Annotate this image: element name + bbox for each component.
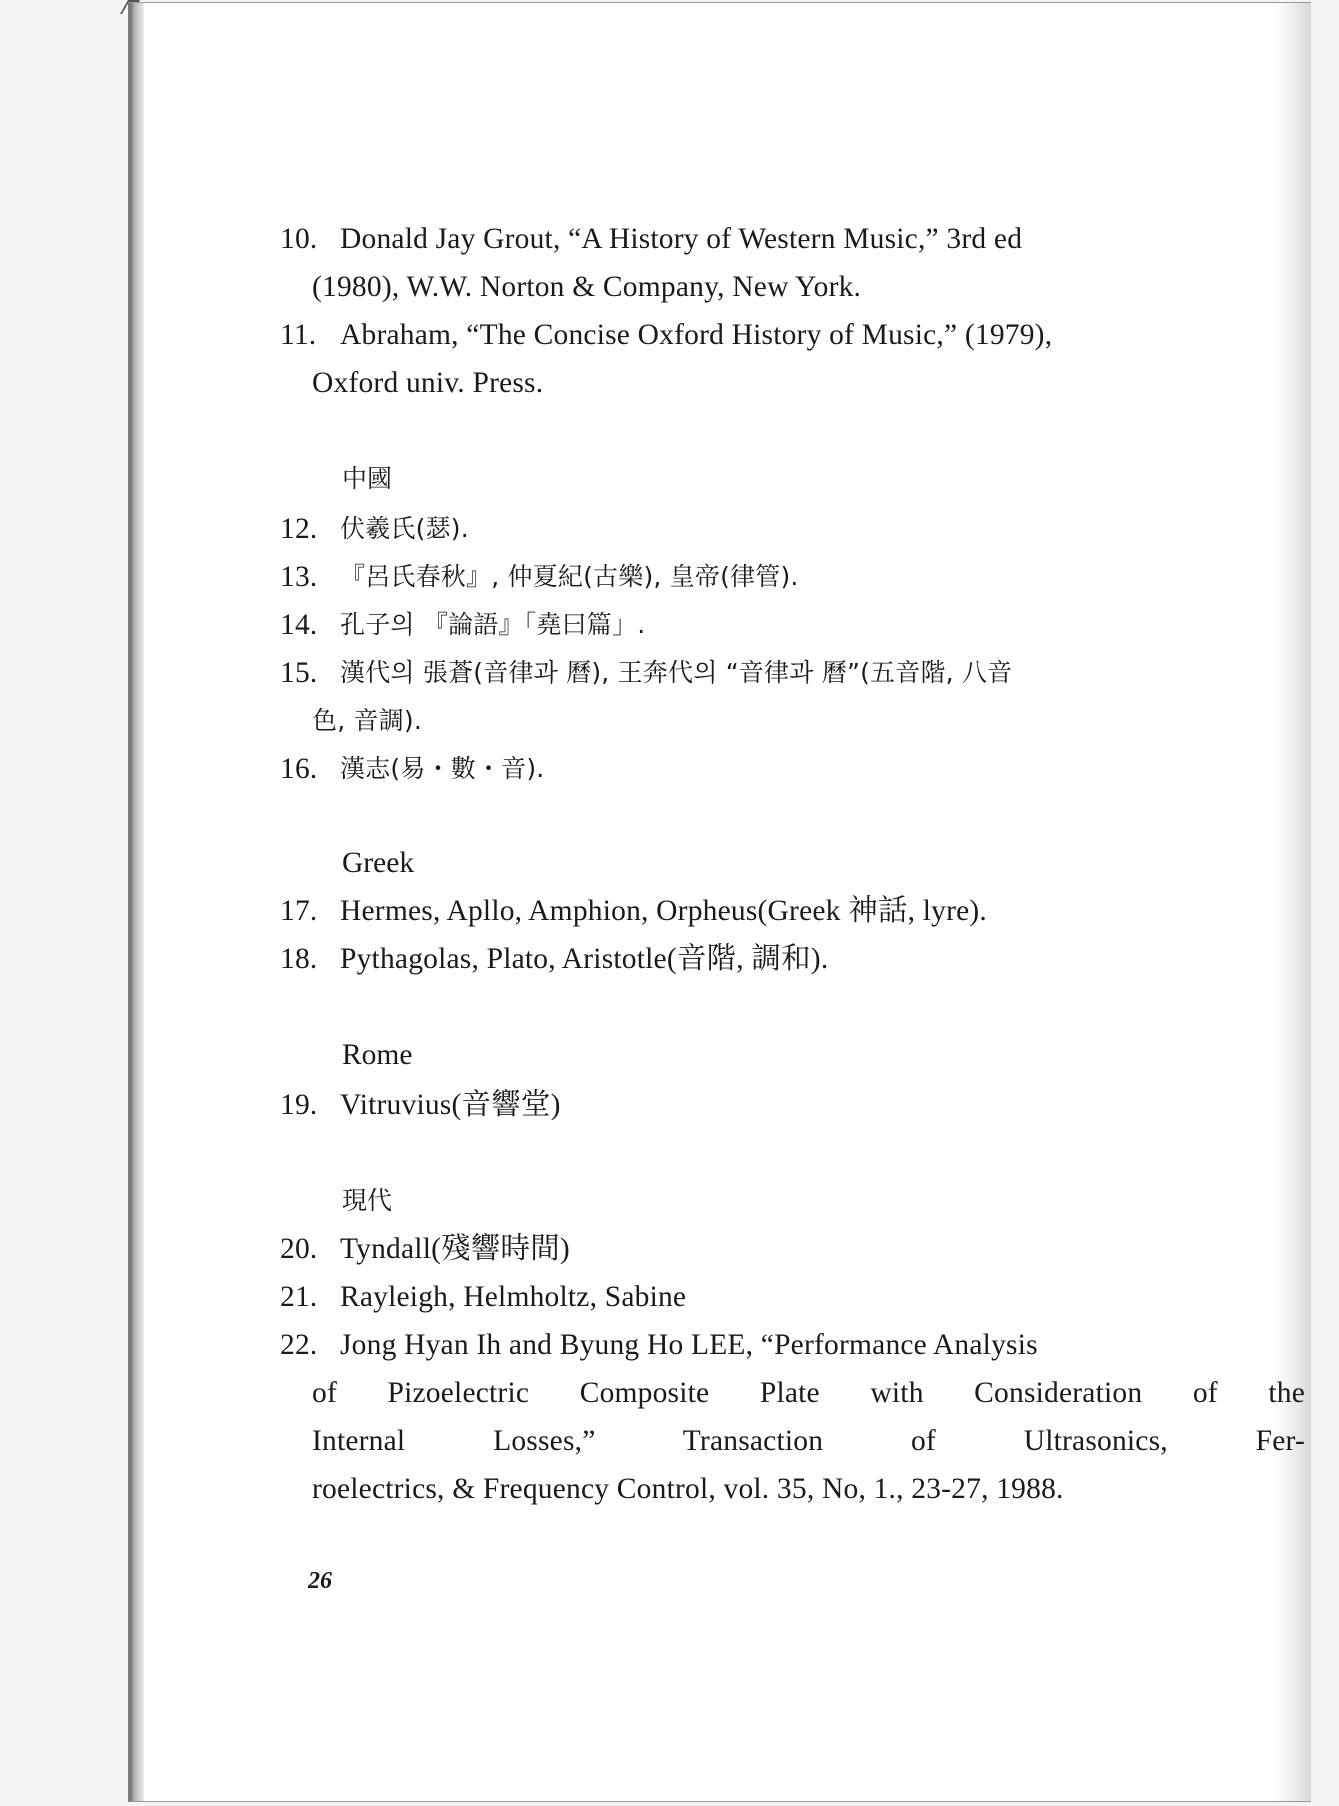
reference-text-line: 孔子의 『論語』「堯曰篇」. — [340, 610, 646, 639]
reference-13 — [280, 553, 1330, 601]
reference-17 — [280, 887, 1330, 935]
reference-11 — [280, 311, 1330, 407]
reference-text-line: 漢志(易・數・音). — [340, 754, 545, 783]
reference-14 — [280, 601, 1330, 649]
page-number: 26 — [308, 1568, 332, 1594]
reference-18 — [280, 935, 1330, 983]
section-heading-china: 中國 — [342, 464, 393, 493]
reference-text-line: Tyndall(殘響時間) — [340, 1233, 570, 1265]
reference-text-line: Hermes, Apllo, Amphion, Orpheus(Greek 神話, lyre). — [340, 895, 988, 927]
reference-number: 10. — [280, 223, 318, 255]
reference-number: 11. — [280, 319, 317, 351]
reference-10 — [280, 215, 1330, 311]
reference-number: 13. — [280, 561, 318, 593]
section-heading-rome: Rome — [342, 1039, 413, 1071]
book-page — [128, 2, 1311, 1802]
reference-number: 14. — [280, 609, 318, 641]
reference-19 — [280, 1081, 1330, 1129]
reference-text-line: Internal Losses,” Transaction of Ultrasonics, Fer- — [312, 1425, 1305, 1457]
reference-number: 12. — [280, 513, 318, 545]
reference-number: 19. — [280, 1089, 318, 1121]
reference-text-line: Donald Jay Grout, “A History of Western Music,” 3rd ed — [340, 223, 1023, 255]
reference-12 — [280, 505, 1330, 553]
reference-number: 21. — [280, 1281, 318, 1313]
reference-text-line: 色, 音調). — [312, 706, 422, 735]
reference-20 — [280, 1225, 1330, 1273]
reference-number: 17. — [280, 895, 318, 927]
reference-text-line: Rayleigh, Helmholtz, Sabine — [340, 1281, 687, 1313]
section-heading-greek: Greek — [342, 847, 415, 879]
reference-text-line: 『呂氏春秋』, 仲夏紀(古樂), 皇帝(律管). — [340, 562, 799, 591]
reference-text-line: Oxford univ. Press. — [312, 367, 544, 399]
reference-text-line: 漢代의 張蒼(音律과 曆), 王奔代의 “音律과 曆”(五音階, 八音 — [340, 658, 1013, 687]
reference-number: 22. — [280, 1329, 318, 1361]
reference-number: 20. — [280, 1233, 318, 1265]
reference-number: 16. — [280, 753, 318, 785]
reference-15 — [280, 649, 1330, 745]
reference-text-line: Vitruvius(音響堂) — [340, 1089, 561, 1121]
reference-21 — [280, 1273, 1330, 1321]
reference-text-line: Jong Hyan Ih and Byung Ho LEE, “Performance Analysis — [340, 1329, 1038, 1361]
reference-text-line: of Pizoelectric Composite Plate with Consideration of the — [312, 1377, 1305, 1409]
reference-list — [130, 3, 1311, 1801]
reference-number: 18. — [280, 943, 318, 975]
reference-text-line: (1980), W.W. Norton & Company, New York. — [312, 271, 862, 303]
reference-text-line: Abraham, “The Concise Oxford History of Music,” (1979), — [340, 319, 1053, 351]
reference-text-line: 伏羲氏(瑟). — [340, 514, 469, 543]
reference-22 — [280, 1321, 1305, 1513]
reference-16 — [280, 745, 1330, 793]
section-heading-modern: 現代 — [342, 1186, 393, 1215]
reference-number: 15. — [280, 657, 318, 689]
reference-text-line: Pythagolas, Plato, Aristotle(音階, 調和). — [340, 943, 829, 975]
reference-text-line: roelectrics, & Frequency Control, vol. 35, No, 1., 23-27, 1988. — [312, 1473, 1064, 1505]
